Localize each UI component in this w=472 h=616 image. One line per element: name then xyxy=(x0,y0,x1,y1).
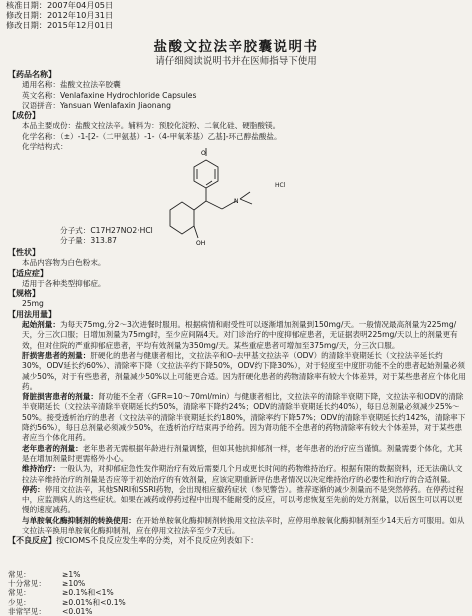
dosage-elderly xyxy=(8,444,466,465)
properties-text: 本品内容物为白色粉末。 xyxy=(22,258,106,268)
drug-name-header: 【药品名称】 xyxy=(8,70,56,79)
english-name: 英文名称：Venlafaxine Hydrochloride Capsules xyxy=(22,90,197,100)
formula-section xyxy=(60,226,153,247)
revision-date-1: 修改日期：2012年10月31日 xyxy=(6,10,114,21)
main-sections xyxy=(8,248,466,547)
dosage-stop-label: 停药： xyxy=(22,484,45,494)
molecular-weight: 分子量：313.87 xyxy=(60,236,117,246)
adverse-header-label: 【不良反应】 xyxy=(8,536,56,546)
dosage-stop-text: 停用文拉法辛，其他SNRI和SSRI药物，会出现相应撤药症状（参见警告）。推荐逐渐的减少剂量而不是突然停药。在停药过程中，应监测病人的这些症状。如果在减药或停药过程中出现不能耐受的反应，可以考虑恢复至先前的处方剂量，以后医生可以再以更慢的速度减药。 xyxy=(22,484,464,515)
dosage-elderly-label: 老年患者的剂量： xyxy=(22,443,83,453)
specification-text: 25mg xyxy=(22,299,44,309)
methoxy-label: O xyxy=(201,150,206,157)
dosage-start-text: 为每天75mg,分2～3次进餐时服用。根据病情和耐受性可以逐渐增加剂量到150mg/天。一般情况最高剂量为225mg/天，分三次口服；日增加剂量为75mg时，至少应间隔4天。对门诊治疗的中度抑郁症患者，无证据表明225mg/天以上的剂量更有效，但对住院的严重抑郁症患者，平均有效剂量为350mg/天。某些重症患者可增加至375mg/天，分三次口服。 xyxy=(22,320,458,350)
composition-header: 【成份】 xyxy=(8,111,40,121)
adverse-frequency-label: 常见： xyxy=(8,570,31,579)
revision-date-2: 修改日期：2015年12月01日 xyxy=(6,20,114,31)
chemical-structure-diagram xyxy=(150,146,280,258)
nitrogen-label: N xyxy=(234,198,239,205)
adverse-frequency-row xyxy=(8,579,228,588)
adverse-frequency-value: <0.01% xyxy=(62,606,93,616)
document-title: 盐酸文拉法辛胶囊说明书 xyxy=(153,39,319,55)
adverse-frequency-row xyxy=(8,570,228,579)
dosage-hepatic xyxy=(8,351,466,392)
adverse-intro: 按CIOMS不良反应发生率的分类，对不良反应列表如下： xyxy=(56,536,259,546)
dosage-start-label: 起始剂量： xyxy=(22,320,60,330)
revision-dates xyxy=(6,0,113,31)
drug-name-section xyxy=(8,70,466,152)
adverse-frequency-value: ≥0.01%和<0.1% xyxy=(62,597,126,607)
dosage-maintenance-label: 维持治疗： xyxy=(22,464,60,474)
hydroxyl-label: OH xyxy=(196,240,206,247)
adverse-frequency-value: ≥10% xyxy=(62,579,86,589)
adverse-frequency-label: 非常罕见： xyxy=(8,606,46,616)
pinyin-name: 汉语拼音：Yansuan Wenlafaxin Jiaonang xyxy=(22,100,171,110)
approval-date: 核准日期：2007年04月05日 xyxy=(6,0,114,10)
dosage-hepatic-label: 肝损害患者的剂量： xyxy=(22,350,91,360)
dosage-renal-label: 肾脏损害患者的剂量： xyxy=(22,392,98,402)
main-ingredient: 本品主要成份：盐酸文拉法辛。辅料为：预胶化淀粉、二氧化硅、硬脂酸镁。 xyxy=(22,121,281,131)
adverse-frequency-label: 十分常见： xyxy=(8,579,46,589)
adverse-frequency-row xyxy=(8,588,228,597)
dosage-header: 【用法用量】 xyxy=(8,309,56,319)
adverse-frequency-row xyxy=(8,598,228,607)
adverse-frequency-label: 少见： xyxy=(8,597,31,607)
dosage-maoi xyxy=(8,516,466,537)
structure-label: 化学结构式： xyxy=(22,142,68,152)
dosage-maintenance xyxy=(8,464,466,485)
adverse-frequency-value: ≥0.1%和<1% xyxy=(62,588,114,598)
dosage-hepatic-text: 肝硬化的患者与健康者相比，文拉法辛和O-去甲基文拉法辛（ODV）的清除半衰期延长（文拉法辛延长约30%，ODV延长约60%）、清除率下降（文拉法辛约下降50%，ODV约下降30%），对于轻度至中度肝功能不全的患者起始剂量必须减少50%，对于有些患者，剂量减少50%以上可能更合适。因为肝硬化患者的药物清除率有较大个体差异，对于某些患者应个体化用药。 xyxy=(22,350,466,391)
document-subtitle: 请仔细阅读说明书并在医师指导下使用 xyxy=(155,56,317,67)
generic-name: 通用名称：盐酸文拉法辛胶囊 xyxy=(22,80,121,90)
dosage-stop xyxy=(8,485,466,516)
indications-header: 【适应症】 xyxy=(8,268,48,278)
hcl-label: HCl xyxy=(275,182,286,189)
adverse-frequency-value: ≥1% xyxy=(62,570,81,579)
dosage-start xyxy=(8,320,466,351)
dosage-maintenance-text: 一般认为，对抑郁症急性发作期治疗有效后需要几个月或更长时间的药物维持治疗。根据有限的数据资料，还无法确认文拉法辛维持治疗的剂量是否应等于初始治疗的有效剂量，应该定期重新评估患者情况以决定维持治疗的必要性和治疗的合适剂量。 xyxy=(22,464,463,484)
adverse-frequency-row xyxy=(8,607,228,616)
adverse-header xyxy=(8,536,466,546)
dosage-elderly-text: 老年患者无需根据年龄进行剂量调整，但如其他抗抑郁剂一样，老年患者的治疗应当谨慎。剂量需要个体化，尤其是在增加剂量时更需格外小心。 xyxy=(22,443,463,463)
dosage-maoi-label: 与单胺氧化酶抑制剂的转换使用： xyxy=(22,515,136,525)
adverse-frequency-list xyxy=(8,570,228,616)
adverse-frequency-label: 常见： xyxy=(8,588,31,598)
chemical-name: 化学名称：（±）-1-[2-（二甲氨基）-1-（4-甲氧苯基）乙基]-环己醇盐酸盐。 xyxy=(22,131,282,141)
dosage-renal xyxy=(8,392,466,443)
indications-text: 适用于各种类型抑郁症。 xyxy=(22,278,106,288)
dosage-renal-text: 肾功能不全者（GFR=10～70ml/min）与健康者相比，文拉法辛的清除半衰期下降，文拉法辛和ODV的清除半衰期延长（文拉法辛清除半衰期延长约50%，清除率下降约24%；ODV的清除半衰期延长约40%），每日总剂量必须减少25%～50%。接受透析治疗的患者（文拉法辛的清除半衰期延长约180%，清除率约下降57%；ODV的清除半衰期延长约142%，清除率下降约56%），每日总剂量必须减少50%，在透析治疗结束再予给药。因为肾功能不全患者的药物清除率有较大个体差异，对于某些患者应当个体化用药。 xyxy=(22,392,466,443)
dosage-maoi-text: 在开始单胺氧化酶抑制剂转换用文拉法辛时，应停用单胺氧化酶抑制剂至少14天后方可服用。如从文拉法辛换用单胺氧化酶抑制剂，应在停用文拉法辛至少7天后。 xyxy=(22,515,465,536)
properties-header: 【性状】 xyxy=(8,248,40,257)
specification-header: 【规格】 xyxy=(8,289,40,299)
molecular-formula: 分子式：C17H27NO2·HCl xyxy=(60,226,153,235)
